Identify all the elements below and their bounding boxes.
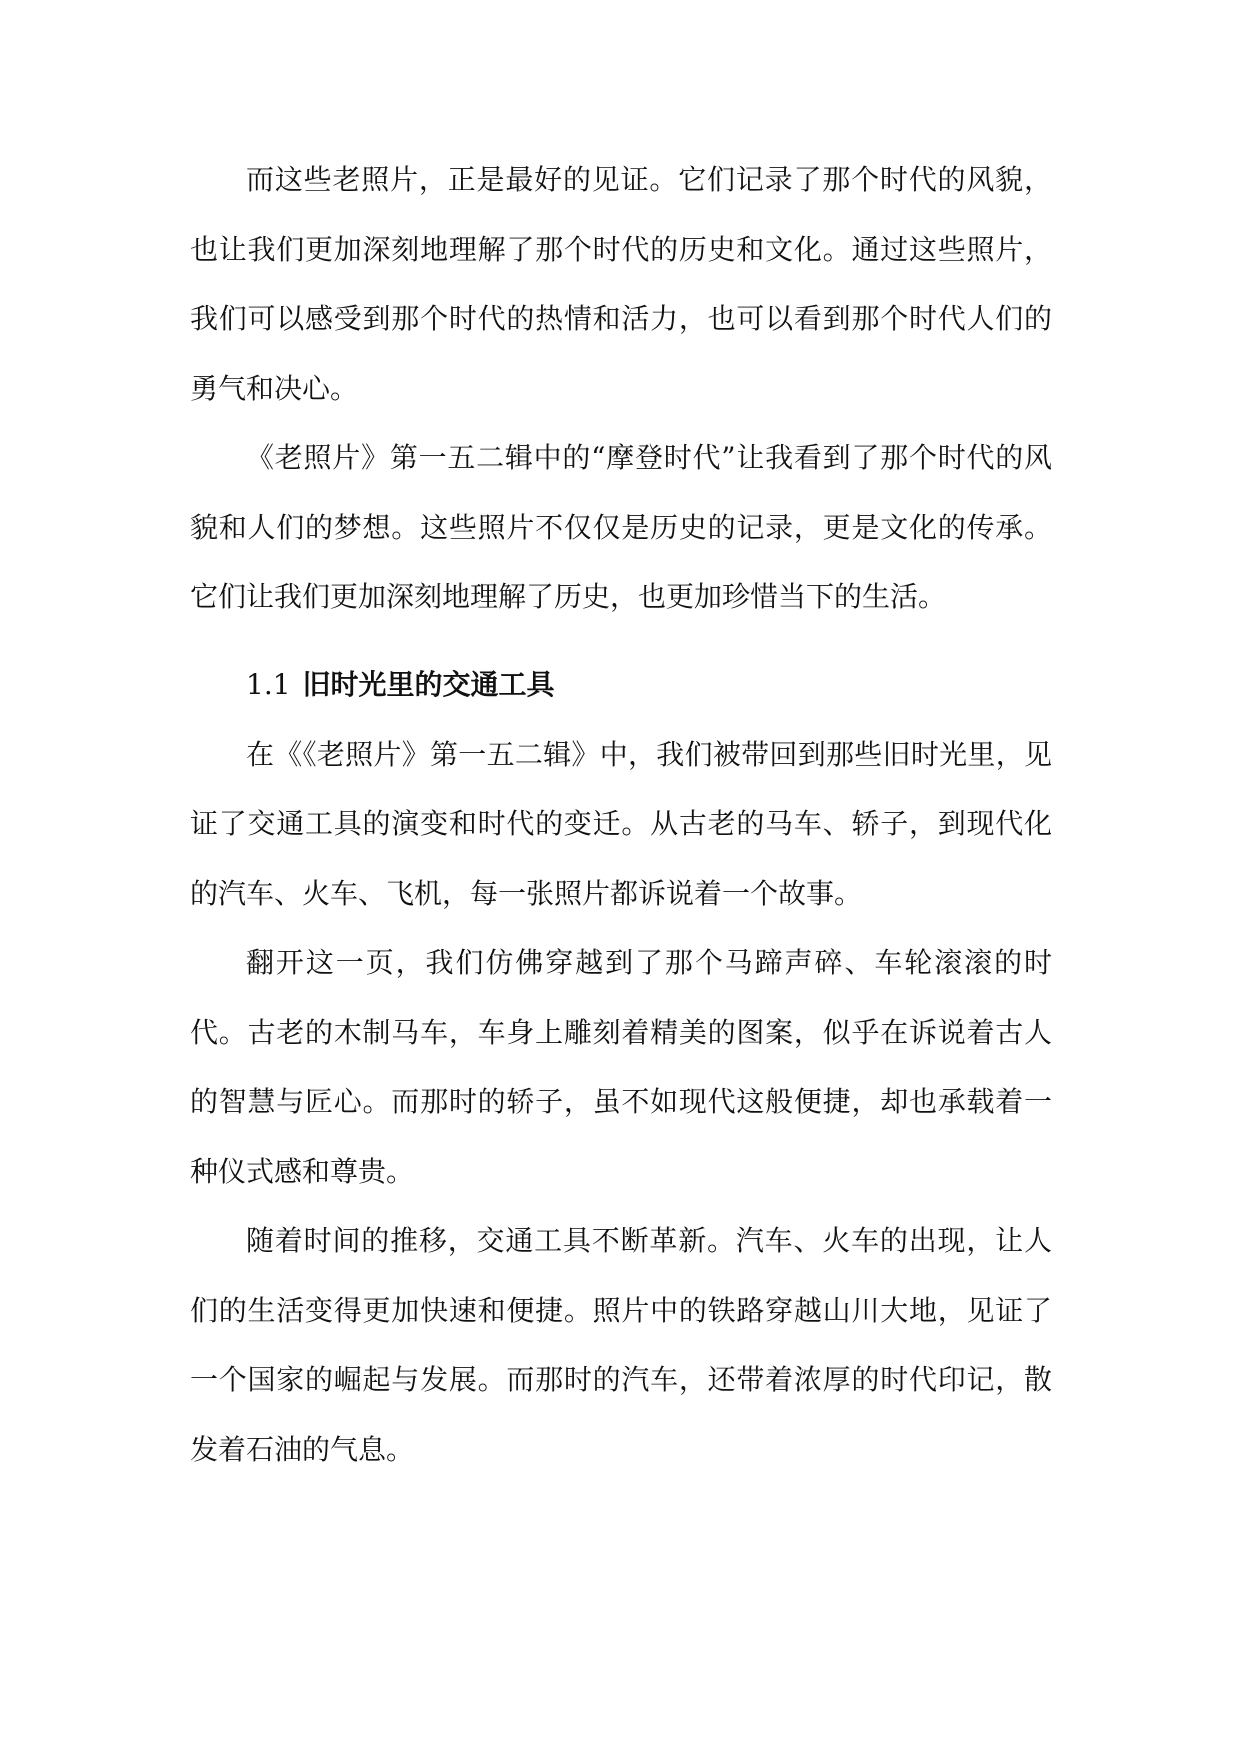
paragraph-old-photos-witness: 而这些老照片，正是最好的见证。它们记录了那个时代的风貌，也让我们更加深刻地理解了那个时代的历史和文化。通过这些照片，我们可以感受到那个时代的热情和活力，也可以看到那个时代人们的勇气和决心。 <box>190 163 1052 405</box>
section-title: 旧时光里的交通工具 <box>302 667 555 701</box>
section-heading <box>190 655 1052 715</box>
paragraph-transport-evolution: 在《《老照片》第一五二辑》中，我们被带回到那些旧时光里，见证了交通工具的演变和时代的变迁。从古老的马车、轿子，到现代化的汽车、火车、飞机，每一张照片都诉说着一个故事。 <box>190 737 1052 910</box>
paragraph-modern-transport: 随着时间的推移，交通工具不断革新。汽车、火车的出现，让人们的生活变得更加快速和便捷。照片中的铁路穿越山川大地，见证了一个国家的崛起与发展。而那时的汽车，还带着浓厚的时代印记，散发着石油的气息。 <box>190 1224 1052 1466</box>
document-body <box>190 145 1052 1484</box>
paragraph-carriage-era: 翻开这一页，我们仿佛穿越到了那个马蹄声碎、车轮滚滚的时代。古老的木制马车，车身上雕刻着精美的图案，似乎在诉说着古人的智慧与匠心。而那时的轿子，虽不如现代这般便捷，却也承载着一种仪式感和尊贵。 <box>190 946 1052 1188</box>
section-number: 1.1 <box>246 667 291 701</box>
paragraph-modern-times: 《老照片》第一五二辑中的“摩登时代”让我看到了那个时代的风貌和人们的梦想。这些照片不仅仅是历史的记录，更是文化的传承。它们让我们更加深刻地理解了历史，也更加珍惜当下的生活。 <box>190 441 1052 613</box>
